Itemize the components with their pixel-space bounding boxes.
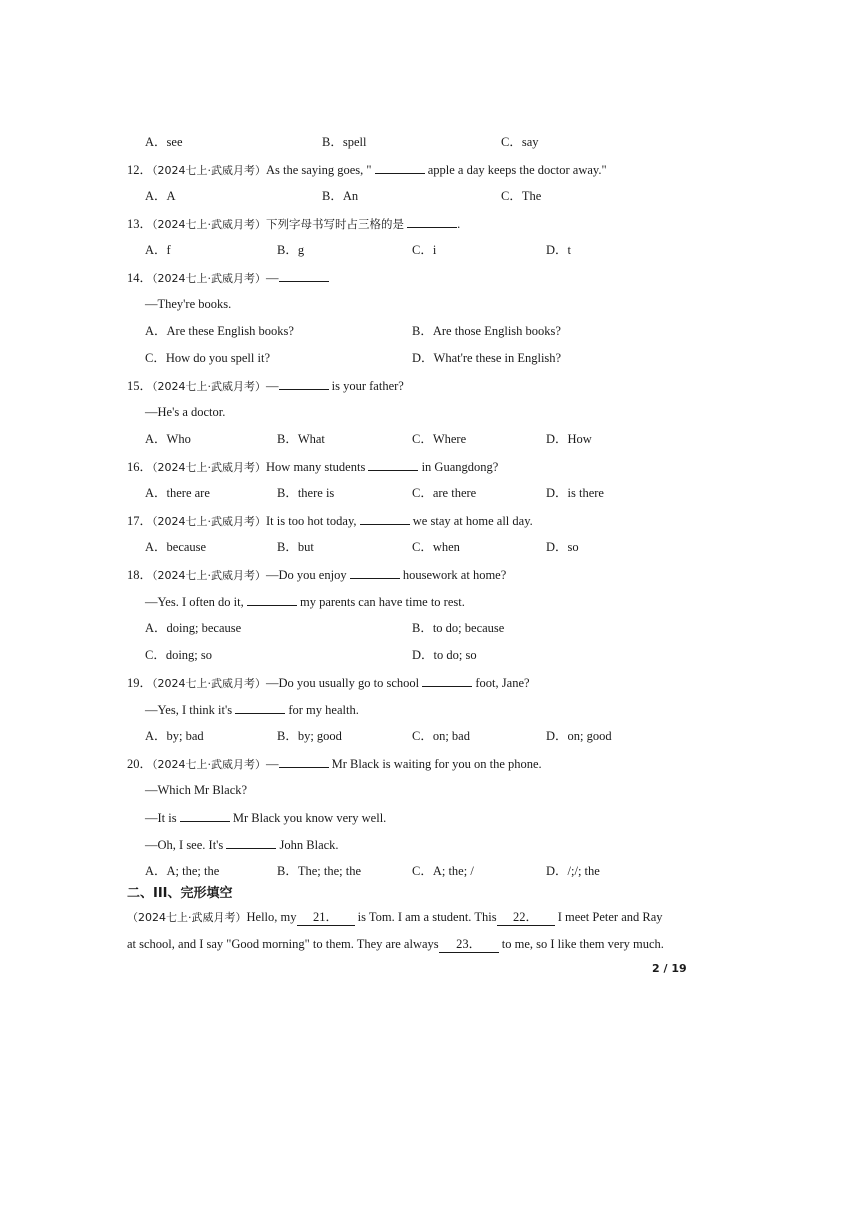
q15-option-b[interactable]: B．What <box>277 432 325 446</box>
q13-option-d[interactable]: D．t <box>546 243 572 257</box>
q20-option-c[interactable]: C．A; the; / <box>412 864 474 878</box>
cloze-blank-21[interactable]: 21． <box>297 909 355 926</box>
q20-line-3: —It is Mr Black you know very well. <box>145 811 387 825</box>
q20-blank-1 <box>279 755 329 768</box>
q17-option-a[interactable]: A．because <box>145 540 207 554</box>
q12-blank <box>375 161 425 174</box>
q12-option-a[interactable]: A．A <box>145 189 176 203</box>
q14-option-b[interactable]: B．Are those English books? <box>412 324 561 338</box>
q13-blank <box>407 215 457 228</box>
q18-blank-1 <box>350 566 400 579</box>
q19-blank-1 <box>422 674 472 687</box>
q15-option-c[interactable]: C．Where <box>412 432 467 446</box>
q20-line-4: —Oh, I see. It's John Black. <box>145 838 339 852</box>
q20-option-b[interactable]: B．The; the; the <box>277 864 362 878</box>
q14-stem: 14．（2024七上·武威月考）— <box>127 269 329 287</box>
q18-option-c[interactable]: C．doing; so <box>145 648 213 662</box>
q15-reply: —He's a doctor. <box>145 405 226 419</box>
q16-option-a[interactable]: A．there are <box>145 486 210 500</box>
q13-option-a[interactable]: A．f <box>145 243 171 257</box>
q19-blank-2 <box>235 701 285 714</box>
q17-option-c[interactable]: C．when <box>412 540 460 554</box>
q20-option-d[interactable]: D．/;/; the <box>546 864 600 878</box>
q19-option-d[interactable]: D．on; good <box>546 729 612 743</box>
q14-reply: —They're books. <box>145 297 232 311</box>
q14-blank <box>279 269 329 282</box>
q11-option-a[interactable]: A．see <box>145 135 183 149</box>
q16-option-b[interactable]: B．there is <box>277 486 335 500</box>
q20-blank-2 <box>180 809 230 822</box>
q16-blank <box>368 458 418 471</box>
q17-stem: 17．（2024七上·武威月考）It is too hot today, we stay at home all day. <box>127 514 533 528</box>
q14-option-d[interactable]: D．What're these in English? <box>412 351 562 365</box>
page-number: 2 / 19 <box>652 962 687 975</box>
q20-stem: 20．（2024七上·武威月考）— Mr Black is waiting for you on the phone. <box>127 757 542 771</box>
q18-stem: 18．（2024七上·武威月考）—Do you enjoy housework at home? <box>127 568 507 582</box>
q19-option-c[interactable]: C．on; bad <box>412 729 470 743</box>
q18-option-a[interactable]: A．doing; because <box>145 621 242 635</box>
q20-line-2: —Which Mr Black? <box>145 783 248 797</box>
section-heading: 二、III、完形填空 <box>127 886 233 901</box>
q11-option-c[interactable]: C．say <box>501 135 539 149</box>
q12-option-c[interactable]: C．The <box>501 189 542 203</box>
q15-stem: 15．（2024七上·武威月考）— is your father? <box>127 379 404 393</box>
q12-option-b[interactable]: B．An <box>322 189 359 203</box>
q11-option-b[interactable]: B．spell <box>322 135 367 149</box>
q17-option-b[interactable]: B．but <box>277 540 314 554</box>
q19-option-b[interactable]: B．by; good <box>277 729 342 743</box>
q16-option-d[interactable]: D．is there <box>546 486 604 500</box>
q14-option-a[interactable]: A．Are these English books? <box>145 324 294 338</box>
q20-blank-3 <box>226 836 276 849</box>
q13-option-c[interactable]: C．i <box>412 243 437 257</box>
q12-number: 12． <box>127 163 153 177</box>
q12-source: （2024七上·武威月考） <box>152 164 267 177</box>
q19-option-a[interactable]: A．by; bad <box>145 729 204 743</box>
q18-blank-2 <box>247 593 297 606</box>
cloze-blank-23[interactable]: 23． <box>439 936 499 953</box>
q20-option-a[interactable]: A．A; the; the <box>145 864 220 878</box>
cloze-line-2: at school, and I say "Good morning" to them. They are always 23． to me, so I like them very much. <box>127 937 664 951</box>
q16-stem: 16．（2024七上·武威月考）How many students in Guangdong? <box>127 460 499 474</box>
q15-option-d[interactable]: D．How <box>546 432 592 446</box>
q17-option-d[interactable]: D．so <box>546 540 579 554</box>
q18-option-b[interactable]: B．to do; because <box>412 621 505 635</box>
cloze-blank-22[interactable]: 22． <box>497 909 555 926</box>
cloze-line-1: （2024七上·武威月考）Hello, my 21． is Tom. I am a student. This 22． I meet Peter and Ray <box>127 910 663 924</box>
q13-stem: 13．（2024七上·武威月考）下列字母书写时占三格的是 . <box>127 217 461 231</box>
q14-option-c[interactable]: C．How do you spell it? <box>145 351 270 365</box>
q12-stem: 12．（2024七上·武威月考）As the saying goes, " apple a day keeps the doctor away." <box>127 163 607 177</box>
q13-option-b[interactable]: B．g <box>277 243 305 257</box>
q18-option-d[interactable]: D．to do; so <box>412 648 477 662</box>
q15-option-a[interactable]: A．Who <box>145 432 191 446</box>
q17-blank <box>360 512 410 525</box>
q16-option-c[interactable]: C．are there <box>412 486 477 500</box>
q18-reply: —Yes. I often do it, my parents can have time to rest. <box>145 595 465 609</box>
q19-stem: 19．（2024七上·武威月考）—Do you usually go to school foot, Jane? <box>127 676 530 690</box>
q19-reply: —Yes, I think it's for my health. <box>145 703 359 717</box>
q15-blank <box>279 377 329 390</box>
